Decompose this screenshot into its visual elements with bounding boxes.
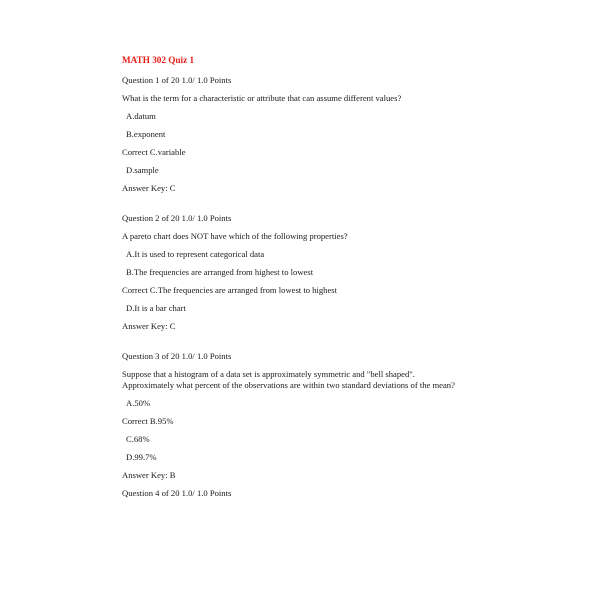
answer-option: D.sample [126,165,159,175]
answer-option: C.68% [126,434,150,444]
question-header: Question 1 of 20 1.0/ 1.0 Points [122,75,232,85]
question-header: Question 4 of 20 1.0/ 1.0 Points [122,488,232,498]
answer-key: Answer Key: C [122,321,176,331]
answer-option-correct: Correct C.The frequencies are arranged from lowest to highest [122,285,337,295]
question-prompt: What is the term for a characteristic or attribute that can assume different values? [122,93,402,103]
answer-option: B.The frequencies are arranged from highest to lowest [126,267,314,277]
quiz-document [122,55,582,506]
answer-option: A.50% [126,398,151,408]
answer-option-correct: Correct C.variable [122,147,186,157]
question-block [122,75,582,194]
question-prompt: A pareto chart does NOT have which of the following properties? [122,231,348,241]
answer-key: Answer Key: B [122,470,176,480]
answer-option: A.datum [126,111,156,121]
question-prompt-line: Suppose that a histogram of a data set is approximately symmetric and "bell shaped". [122,369,415,379]
question-header: Question 3 of 20 1.0/ 1.0 Points [122,351,232,361]
answer-option: D.99.7% [126,452,157,462]
question-prompt [122,369,482,391]
answer-key: Answer Key: C [122,183,176,193]
question-prompt-line: Approximately what percent of the observations are within two standard deviations of the mean? [122,380,455,390]
answer-option-correct: Correct B.95% [122,416,174,426]
answer-option: A.It is used to represent categorical data [126,249,265,259]
quiz-title: MATH 302 Quiz 1 [122,55,195,65]
question-header: Question 2 of 20 1.0/ 1.0 Points [122,213,232,223]
answer-option: B.exponent [126,129,166,139]
question-block [122,213,582,332]
question-block [122,351,582,481]
answer-option: D.It is a bar chart [126,303,186,313]
